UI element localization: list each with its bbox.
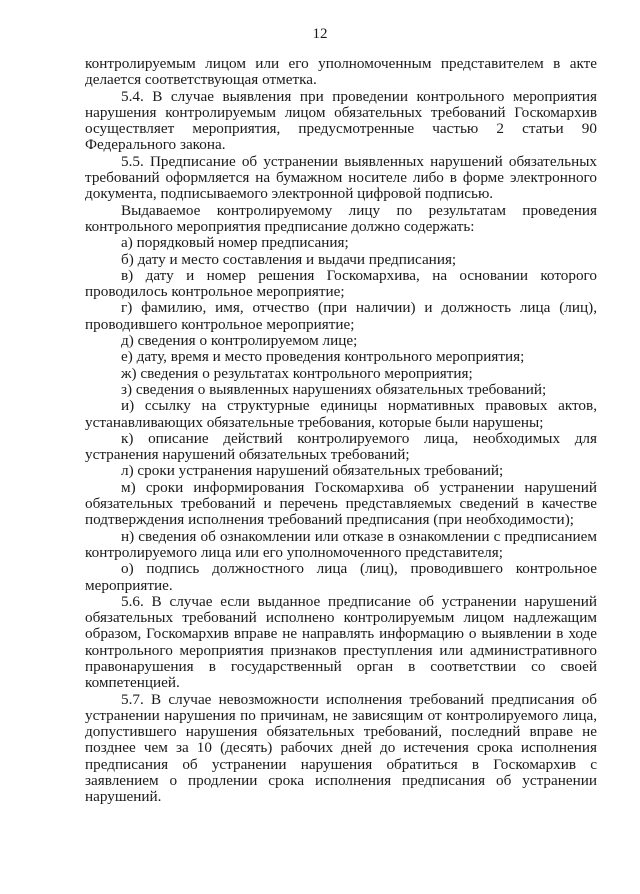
list-item: е) дату, время и место проведения контрольного мероприятия; <box>121 348 525 366</box>
list-item: з) сведения о выявленных нарушениях обязательных требований; <box>121 380 547 398</box>
list-item: к) описание действий контролируемого лица, необходимых для устранения нарушений обязательных требований; <box>85 429 597 464</box>
list-item: о) подпись должностного лица (лиц), проводившего контрольное мероприятие. <box>85 560 597 594</box>
list-item: г) фамилию, имя, отчество (при наличии) и должность лица (лиц), проводившего контрольное мероприятие; <box>85 299 597 333</box>
document-body <box>85 56 597 806</box>
list-item: м) сроки информирования Госкомархива об устранении нарушений обязательных требований и перечень представляемых сведений в качестве подтверждения исполнения требований предписания (при необходимости); <box>85 478 597 529</box>
list-item: 5.6. В случае если выданное предписание об устранении нарушений обязательных требований исполнено контролируемым лицом надлежащим образом, Госкомархив вправе не направлять информацию о выявлении в ходе контрольного мероприятия признаков преступления или административного правонарушения в государственный орган в соответствии со своей компетенцией. <box>85 592 597 692</box>
list-item: н) сведения об ознакомлении или отказе в ознакомлении с предписанием контролируемого лица или его уполномоченного представителя; <box>85 527 597 561</box>
list-item: л) сроки устранения нарушений обязательных требований; <box>121 462 504 480</box>
list-item: и) ссылку на структурные единицы нормативных правовых актов, устанавливающих обязательные требования, которые были нарушены; <box>85 397 597 431</box>
paragraph: контролируемым лицом или его уполномоченным представителем в акте делается соответствующая отметка. <box>85 55 597 89</box>
paragraph: 5.4. В случае выявления при проведении контрольного мероприятия нарушения контролируемым лицом обязательных требований Госкомархив осуществляет мероприятия, предусмотренные частью 2 статьи 90 Федерального закона. <box>85 87 597 154</box>
paragraph: 5.7. В случае невозможности исполнения требований предписания об устранении нарушения по причинам, не зависящим от контролируемого лица, допустившего нарушения обязательных требований, последний вправе не позднее чем за 10 (десять) рабочих дней до истечения срока исполнения предписания об устранении нарушения обратиться в Госкомархив с заявлением о продлении срока исполнения предписания об устранении нарушений. <box>85 690 597 806</box>
paragraph: 5.5. Предписание об устранении выявленных нарушений обязательных требований оформляется на бумажном носителе либо в форме электронного документа, подписываемого электронной цифровой подписью. <box>85 152 597 203</box>
page-number: 12 <box>312 26 328 42</box>
list-item: д) сведения о контролируемом лице; <box>121 332 358 350</box>
list-item: ж) сведения о результатах контрольного мероприятия; <box>121 364 473 382</box>
list-item: б) дату и место составления и выдачи предписания; <box>121 250 457 268</box>
list-item: в) дату и номер решения Госкомархива, на основании которого проводилось контрольное мероприятие; <box>85 266 597 301</box>
paragraph: Выдаваемое контролируемому лицу по результатам проведения контрольного мероприятия предписание должно содержать: <box>85 201 597 235</box>
list-item: а) порядковый номер предписания; <box>121 234 349 252</box>
